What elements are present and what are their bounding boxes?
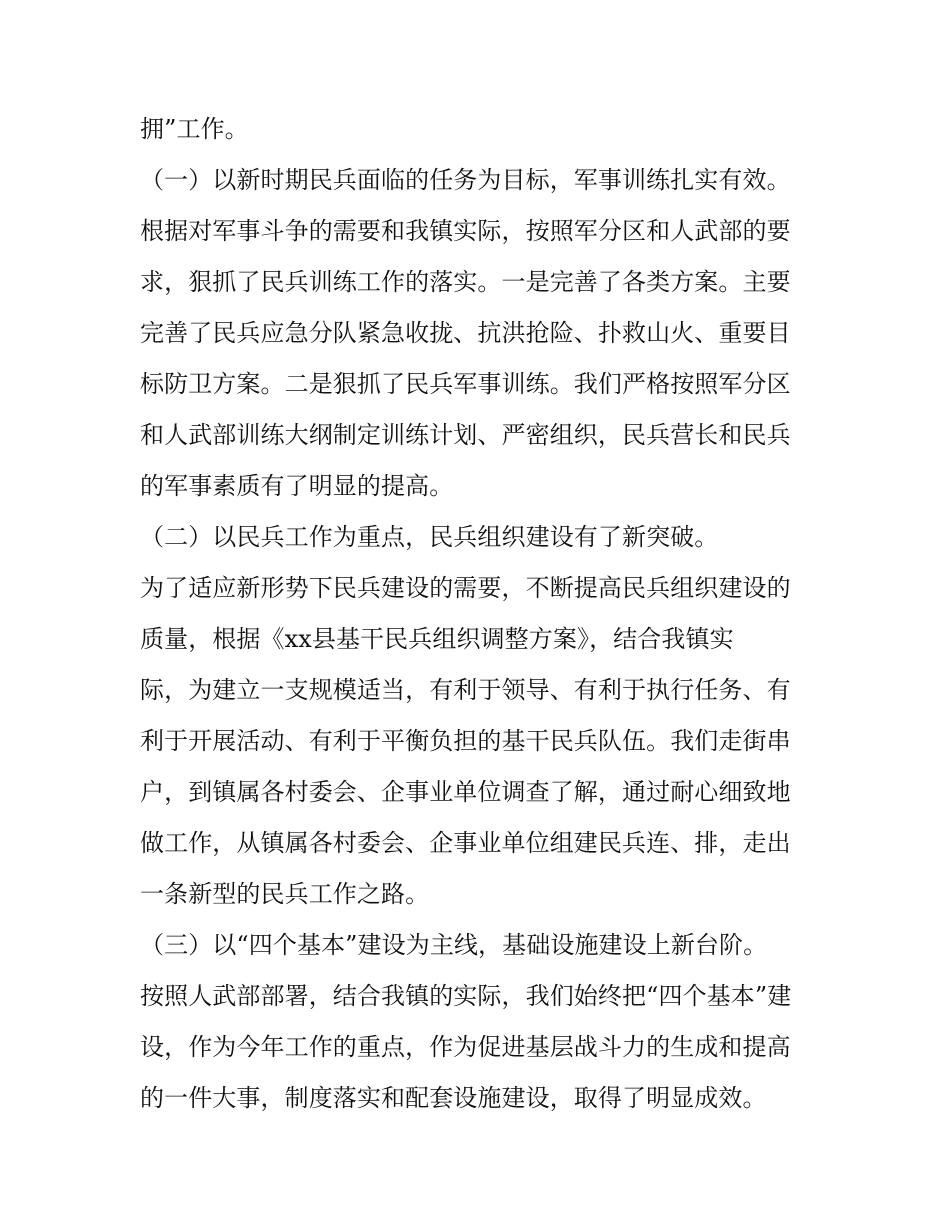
text-line: 质量，根据《xx县基干民兵组织调整方案》，结合我镇实 <box>140 625 734 653</box>
section-heading-1: （一）以新时期民兵面临的任务为目标，军事训练扎实有效。 <box>140 166 791 194</box>
section-heading-3: （三）以“四个基本”建设为主线，基础设施建设上新台阶。 <box>140 931 768 959</box>
text-line: 求，狠抓了民兵训练工作的落实。一是完善了各类方案。主要 <box>140 268 791 296</box>
text-line: 根据对军事斗争的需要和我镇实际，按照军分区和人武部的要 <box>140 217 791 245</box>
text-line: 为了适应新形势下民兵建设的需要，不断提高民兵组织建设的 <box>140 574 791 602</box>
text-line: 设，作为今年工作的重点，作为促进基层战斗力的生成和提高 <box>140 1033 791 1061</box>
text-line: 际，为建立一支规模适当，有利于领导、有利于执行任务、有 <box>140 676 791 704</box>
text-line: 完善了民兵应急分队紧急收拢、抗洪抢险、扑救山火、重要目 <box>140 319 791 347</box>
text-line: 按照人武部部署，结合我镇的实际，我们始终把“四个基本”建 <box>140 982 792 1010</box>
text-line: 的军事素质有了明显的提高。 <box>140 472 454 500</box>
text-line: 利于开展活动、有利于平衡负担的基干民兵队伍。我们走街串 <box>140 727 791 755</box>
text-line: 和人武部训练大纲制定训练计划、严密组织，民兵营长和民兵 <box>140 421 791 449</box>
text-line: 一条新型的民兵工作之路。 <box>140 880 430 908</box>
text-line: 做工作，从镇属各村委会、企事业单位组建民兵连、排，走出 <box>140 829 791 857</box>
document-body <box>140 104 820 1124</box>
text-line: 标防卫方案。二是狠抓了民兵军事训练。我们严格按照军分区 <box>140 370 791 398</box>
section-heading-2: （二）以民兵工作为重点，民兵组织建设有了新突破。 <box>140 523 719 551</box>
text-line: 拥”工作。 <box>140 115 249 143</box>
text-line: 的一件大事，制度落实和配套设施建设，取得了明显成效。 <box>140 1084 767 1112</box>
text-line: 户，到镇属各村委会、企事业单位调查了解，通过耐心细致地 <box>140 778 791 806</box>
